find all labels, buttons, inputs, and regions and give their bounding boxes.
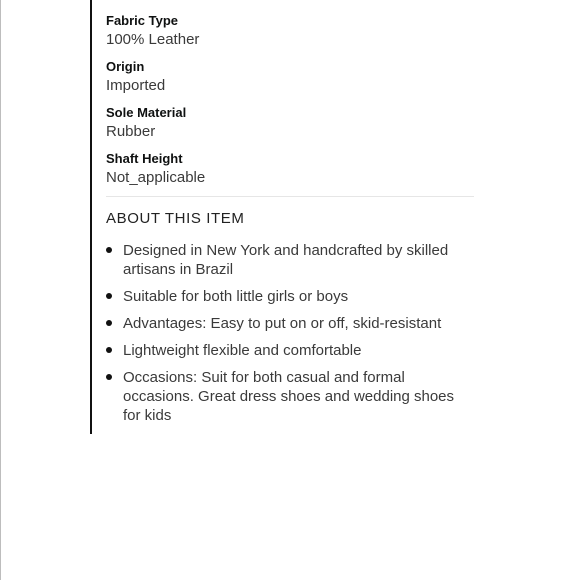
spec-value: Rubber: [106, 123, 156, 140]
spec-sole-material: [106, 104, 474, 142]
list-item: [106, 341, 474, 360]
spec-fabric-type: [106, 12, 474, 50]
spec-label: Sole Material: [106, 105, 187, 120]
bullet-text: Lightweight flexible and comfortable: [123, 342, 362, 359]
list-item: [106, 287, 474, 306]
list-item: [106, 241, 474, 279]
spec-shaft-height: [106, 150, 474, 188]
spec-origin: [106, 58, 474, 96]
bullet-text: Suitable for both little girls or boys: [123, 288, 349, 305]
bullet-icon: [106, 320, 112, 326]
list-item: [106, 368, 474, 425]
list-item: [106, 314, 474, 333]
bullet-icon: [106, 247, 112, 253]
about-bullet-list: [106, 241, 474, 425]
bullet-icon: [106, 293, 112, 299]
product-details-panel: [106, 12, 474, 433]
spec-value: Not_applicable: [106, 169, 206, 186]
spec-label: Shaft Height: [106, 151, 183, 166]
bullet-text: Designed in New York and handcrafted by skilled artisans in Brazil: [123, 242, 449, 278]
bullet-text: Advantages: Easy to put on or off, skid-resistant: [123, 315, 442, 332]
about-section-title: ABOUT THIS ITEM: [106, 210, 245, 227]
bullet-icon: [106, 347, 112, 353]
spec-value: 100% Leather: [106, 31, 200, 48]
spec-value: Imported: [106, 77, 166, 94]
bullet-text: Occasions: Suit for both casual and formal occasions. Great dress shoes and wedding shoes for kids: [123, 369, 455, 424]
spec-label: Origin: [106, 59, 145, 74]
section-divider: [106, 196, 474, 197]
bullet-icon: [106, 374, 112, 380]
spec-label: Fabric Type: [106, 13, 179, 28]
screen-left-edge: [0, 0, 1, 580]
panel-left-border: [90, 0, 92, 434]
